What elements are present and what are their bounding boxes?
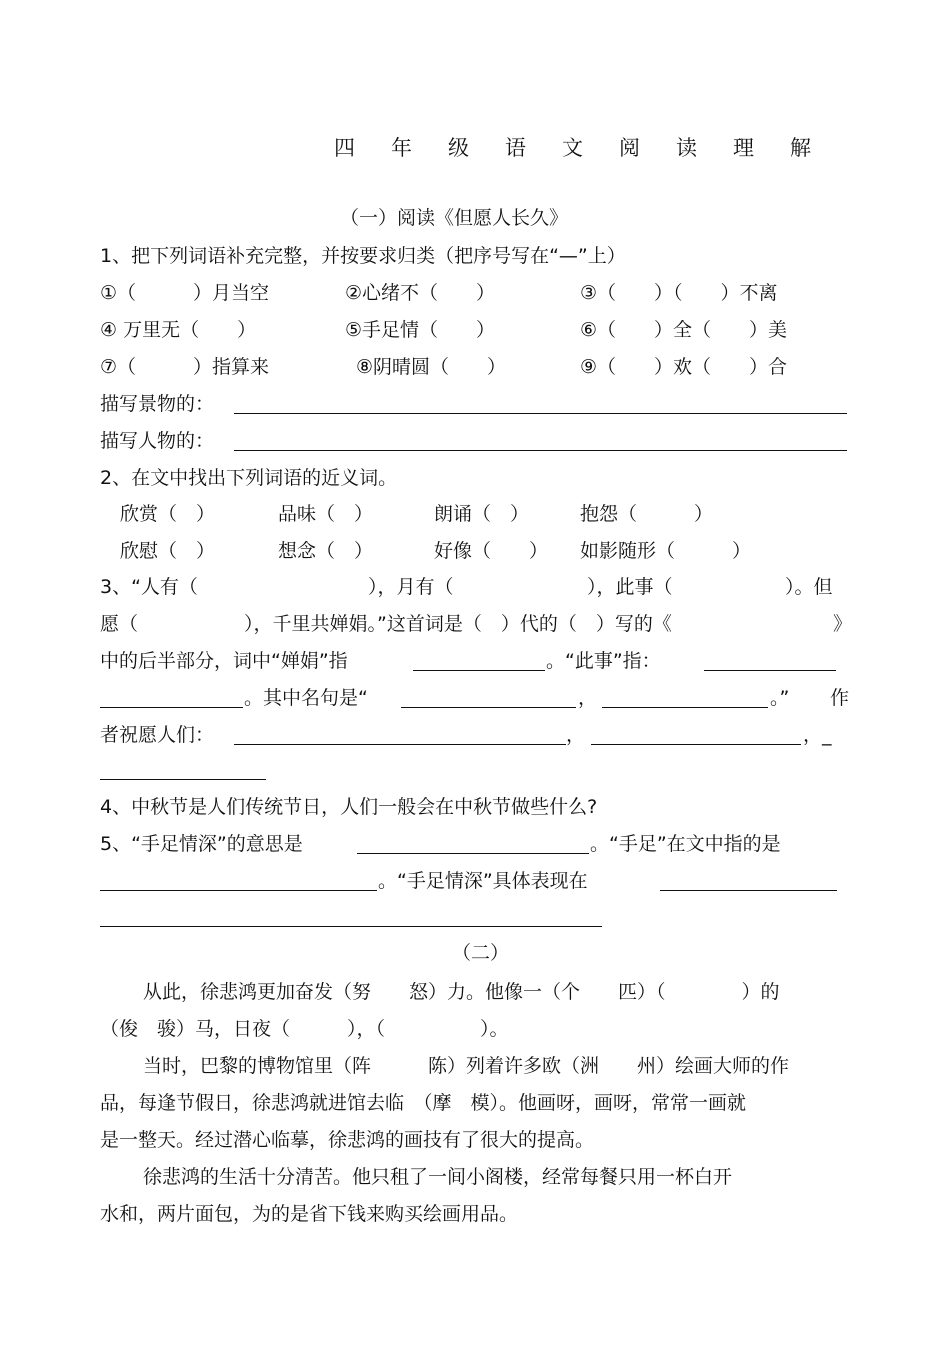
answer-line-quote-2[interactable] [602,707,768,708]
q1-item-9: ⑨（ ）欢（ ）合 [580,356,788,378]
passage-p3-line2: 水和，两片面包，为的是省下钱来购买绘画用品。 [100,1203,519,1225]
q1-item-3: ③（ ）（ ）不离 [580,282,778,304]
q2-word-8: 如影随形（ ） [580,540,752,562]
passage-p3-line1: 徐悲鸿的生活十分清苦。他只租了一间小阁楼，经常每餐只用一杯白开 [143,1166,733,1188]
q3-line4-c: 。” [770,687,790,709]
answer-line-cishi-1[interactable] [704,670,836,671]
q3-line4-d: 作 [830,687,850,709]
q2-word-1: 欣赏（ ） [120,503,216,525]
q1-item-2: ②心绪不（ ） [345,282,496,304]
q2-word-5: 欣慰（ ） [120,540,216,562]
answer-line-people[interactable] [234,450,847,451]
q3-line2-c: 》 [833,613,853,635]
answer-line-quote-1[interactable] [401,707,576,708]
passage-p1-line1: 从此，徐悲鸿更加奋发（努 怒）力。他像一（个 匹）（ ）的 [143,981,780,1003]
answer-line-wish-1[interactable] [234,744,566,745]
answer-line-wish-2[interactable] [591,744,801,745]
q2-word-6: 想念（ ） [278,540,374,562]
q3-line5-b: ， [566,724,586,746]
q3-line2-a: 愿（ [100,613,139,635]
q1-item-7: ⑦（ ）指算来 [100,356,270,378]
q1-item-1: ①（ ）月当空 [100,282,270,304]
q1-label-scenery: 描写景物的： [100,393,215,415]
passage-p1-line2: （俊 骏）马，日夜（ ），（ ）。 [100,1018,509,1040]
q3-line1-d: ）。但 [785,576,833,598]
q3-line3-a: 中的后半部分，词中“婵娟”指 [100,650,348,672]
q1-item-4: ④ 万里无（ ） [100,319,257,341]
q2-word-7: 好像（ ） [434,540,549,562]
q3-line4-a: 。其中名句是“ [244,687,368,709]
q3-line1-c: ），此事（ [587,576,673,598]
q2-word-4: 抱怨（ ） [580,503,714,525]
passage-p2-line3: 是一整天。经过潜心临摹，徐悲鸿的画技有了很大的提高。 [100,1129,595,1151]
section-2-heading: （二） [452,942,510,964]
page-title: 四年级语文阅读理解 [334,136,847,160]
q3-line3-b: 。“此事”指： [546,650,661,672]
q3-line4-b: ， [578,687,598,709]
answer-line-meaning[interactable] [357,853,589,854]
answer-line-shouzu[interactable] [100,890,377,891]
q1-label-people: 描写人物的： [100,430,215,452]
q3-line5-a: 者祝愿人们： [100,724,215,746]
q5-line1-b: 。“手足”在文中指的是 [590,833,781,855]
q1-item-8: ⑧阴晴圆（ ） [356,356,507,378]
q3-line5-c: ，_ [803,724,832,746]
q2-word-3: 朗诵（ ） [434,503,530,525]
section-1-heading: （一）阅读《但愿人长久》 [340,207,569,229]
answer-line-performance-1[interactable] [660,890,837,891]
q4-prompt: 4、中秋节是人们传统节日，人们一般会在中秋节做些什么? [100,796,598,818]
q5-line1-a: 5、“手足情深”的意思是 [100,833,303,855]
q5-line2-a: 。“手足情深”具体表现在 [378,870,588,892]
answer-line-chanjuan[interactable] [413,670,545,671]
answer-line-scenery[interactable] [234,413,847,414]
q1-prompt: 1、把下列词语补充完整，并按要求归类（把序号写在“—”上） [100,245,626,267]
answer-line-cishi-2[interactable] [100,707,243,708]
q1-item-5: ⑤手足情（ ） [345,319,496,341]
q3-line1-a: 3、“人有（ [100,576,198,598]
answer-line-wish-3[interactable] [100,779,266,780]
q3-line1-b: ），月有（ [368,576,454,598]
passage-p2-line2: 品，每逢节假日，徐悲鸿就进馆去临 （摩 模）。他画呀，画呀，常常一画就 [100,1092,747,1114]
answer-line-performance-2[interactable] [100,926,602,927]
q3-line2-b: ），千里共婵娟。”这首词是（ ）代的（ ）写的《 [244,613,672,635]
passage-p2-line1: 当时，巴黎的博物馆里（阵 陈）列着许多欧（洲 州）绘画大师的作 [143,1055,790,1077]
q1-item-6: ⑥（ ）全（ ）美 [580,319,788,341]
q2-prompt: 2、在文中找出下列词语的近义词。 [100,467,398,489]
q2-word-2: 品味（ ） [278,503,374,525]
